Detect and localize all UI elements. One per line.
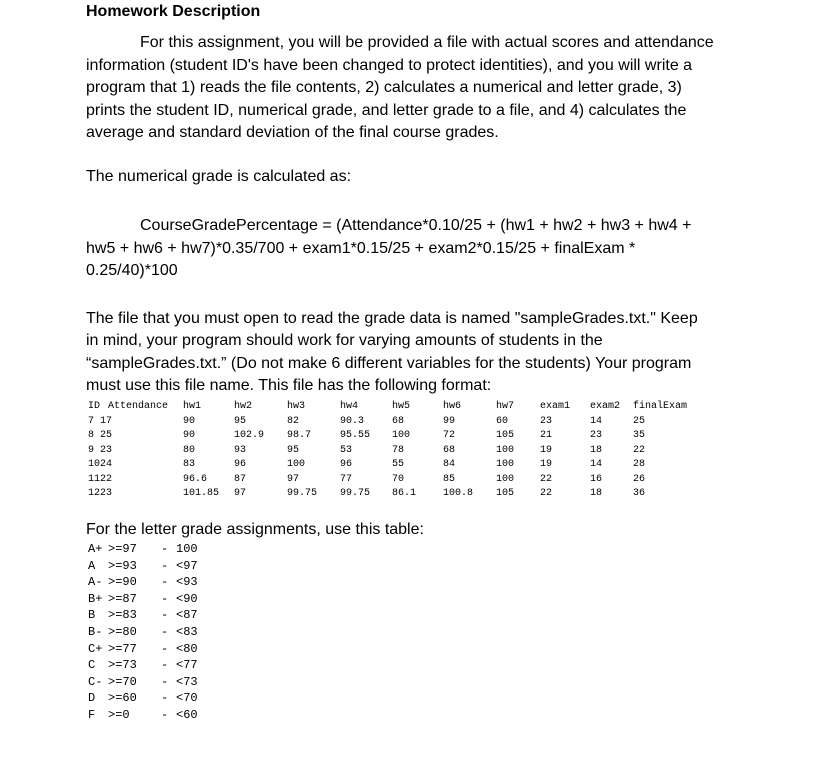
table-cell: 36 bbox=[633, 488, 646, 499]
table-cell: 22 bbox=[100, 473, 113, 485]
table-header-cell: hw3 bbox=[287, 401, 306, 412]
table-cell: 35 bbox=[633, 430, 646, 441]
table-cell: 96.6 bbox=[183, 473, 208, 485]
grade-dash: - bbox=[161, 558, 169, 573]
table-cell: 95.55 bbox=[340, 430, 371, 441]
table-cell: 98.7 bbox=[287, 430, 312, 441]
table-cell: 100.8 bbox=[443, 488, 474, 499]
text-line: The file that you must open to read the grade data is named "sampleGrades.txt." Keep bbox=[86, 309, 698, 327]
table-cell: 11 bbox=[88, 473, 101, 485]
grade-letter: B bbox=[88, 608, 96, 623]
table-cell: 8 bbox=[88, 430, 95, 441]
table-header-cell: exam1 bbox=[540, 401, 571, 412]
formula-paragraph bbox=[86, 215, 746, 283]
table-cell: 23 bbox=[540, 415, 553, 427]
table-cell: 95 bbox=[234, 415, 247, 427]
table-header-cell: hw4 bbox=[340, 401, 359, 412]
text-line: in mind, your program should work for varying amounts of students in the bbox=[86, 332, 603, 349]
table-cell: 53 bbox=[340, 444, 353, 456]
grade-lower-bound: >=93 bbox=[108, 558, 137, 573]
letter-intro: For the letter grade assignments, use this table: bbox=[86, 521, 424, 538]
table-cell: 18 bbox=[590, 444, 603, 456]
grade-letter: C bbox=[88, 658, 96, 673]
grade-letter: F bbox=[88, 707, 96, 722]
table-header-cell: hw1 bbox=[183, 401, 202, 412]
grade-upper-bound: <90 bbox=[176, 591, 198, 606]
table-header-cell: hw7 bbox=[496, 401, 515, 412]
grade-upper-bound: <87 bbox=[176, 608, 198, 623]
intro-paragraph bbox=[86, 32, 746, 145]
grade-upper-bound: <97 bbox=[176, 558, 198, 573]
table-cell: 7 bbox=[88, 415, 95, 427]
table-cell: 77 bbox=[340, 473, 353, 485]
grade-dash: - bbox=[161, 691, 169, 706]
table-cell: 14 bbox=[590, 459, 603, 470]
numerical-intro: The numerical grade is calculated as: bbox=[86, 167, 352, 185]
text-line: 0.25/40)*100 bbox=[86, 262, 178, 279]
table-cell: 84 bbox=[443, 459, 456, 470]
table-cell: 90 bbox=[183, 415, 196, 427]
table-header-cell: ID bbox=[88, 401, 101, 412]
text-line: information (student ID's have been changed to protect identities), and you will write a bbox=[86, 56, 693, 74]
grade-lower-bound: >=80 bbox=[108, 624, 137, 639]
table-cell: 25 bbox=[633, 415, 646, 427]
table-cell: 93 bbox=[234, 444, 247, 456]
grade-letter: A- bbox=[88, 575, 103, 590]
table-cell: 85 bbox=[443, 473, 456, 485]
grade-letter: A bbox=[88, 558, 96, 573]
grade-dash: - bbox=[161, 658, 169, 673]
table-cell: 19 bbox=[540, 444, 553, 456]
grade-upper-bound: <73 bbox=[176, 674, 198, 689]
table-cell: 22 bbox=[633, 444, 646, 456]
grade-dash: - bbox=[161, 707, 169, 722]
table-cell: 82 bbox=[287, 415, 300, 427]
grade-lower-bound: >=77 bbox=[108, 641, 137, 656]
grade-dash: - bbox=[161, 624, 169, 639]
table-cell: 14 bbox=[590, 415, 603, 427]
grade-lower-bound: >=70 bbox=[108, 674, 137, 689]
grade-lower-bound: >=87 bbox=[108, 591, 137, 606]
table-cell: 21 bbox=[540, 430, 553, 441]
grade-dash: - bbox=[161, 575, 169, 590]
table-header-cell: hw6 bbox=[443, 401, 462, 412]
table-cell: 99.75 bbox=[287, 488, 318, 499]
table-cell: 96 bbox=[340, 459, 353, 470]
table-cell: 86.1 bbox=[392, 488, 417, 499]
table-cell: 90.3 bbox=[340, 415, 365, 427]
text-line: “sampleGrades.txt.” (Do not make 6 different variables for the students) Your program bbox=[86, 354, 692, 372]
table-header-cell: finalExam bbox=[633, 401, 688, 412]
table-cell: 23 bbox=[100, 488, 113, 499]
table-header-cell: hw2 bbox=[234, 401, 253, 412]
file-paragraph bbox=[86, 308, 746, 398]
table-header-cell: Attendance bbox=[108, 401, 169, 412]
table-header-cell: exam2 bbox=[590, 401, 621, 412]
grade-lower-bound: >=0 bbox=[108, 707, 130, 722]
table-cell: 70 bbox=[392, 473, 405, 485]
grade-dash: - bbox=[161, 641, 169, 656]
table-cell: 24 bbox=[100, 459, 113, 470]
table-cell: 100 bbox=[496, 444, 515, 456]
grade-upper-bound: <77 bbox=[176, 658, 198, 673]
table-cell: 100 bbox=[496, 459, 515, 470]
document-body bbox=[86, 0, 746, 398]
grade-lower-bound: >=97 bbox=[108, 542, 137, 556]
table-cell: 10 bbox=[88, 459, 101, 470]
table-cell: 23 bbox=[100, 444, 113, 456]
table-cell: 17 bbox=[100, 415, 113, 427]
text-line: CourseGradePercentage = (Attendance*0.10/25 + (hw1 + hw2 + hw3 + hw4 + bbox=[140, 217, 692, 234]
table-cell: 96 bbox=[234, 459, 247, 470]
table-cell: 23 bbox=[590, 430, 603, 441]
grade-upper-bound: <60 bbox=[176, 707, 198, 722]
table-cell: 102.9 bbox=[234, 430, 265, 441]
table-cell: 83 bbox=[183, 459, 196, 470]
grade-upper-bound: 100 bbox=[176, 542, 198, 556]
table-cell: 9 bbox=[88, 444, 95, 456]
table-cell: 78 bbox=[392, 444, 405, 456]
table-cell: 90 bbox=[183, 430, 196, 441]
table-cell: 26 bbox=[633, 473, 646, 485]
table-cell: 99.75 bbox=[340, 488, 371, 499]
table-cell: 100 bbox=[287, 459, 306, 470]
table-cell: 55 bbox=[392, 459, 405, 470]
grade-letter: A+ bbox=[88, 542, 103, 556]
table-cell: 95 bbox=[287, 444, 300, 456]
grade-lower-bound: >=83 bbox=[108, 608, 137, 623]
grade-letter: C- bbox=[88, 674, 103, 689]
text-line: average and standard deviation of the final course grades. bbox=[86, 124, 499, 141]
text-line: program that 1) reads the file contents, 2) calculates a numerical and letter grade, 3) bbox=[86, 79, 682, 96]
table-cell: 105 bbox=[496, 430, 515, 441]
table-header-cell: hw5 bbox=[392, 401, 411, 412]
text-line: must use this file name. This file has the following format: bbox=[86, 377, 492, 394]
grade-upper-bound: <83 bbox=[176, 624, 198, 639]
grade-upper-bound: <93 bbox=[176, 575, 198, 590]
table-cell: 99 bbox=[443, 415, 456, 427]
table-cell: 105 bbox=[496, 488, 515, 499]
table-cell: 28 bbox=[633, 459, 646, 470]
table-cell: 100 bbox=[496, 473, 515, 485]
grade-letter: B- bbox=[88, 624, 103, 639]
table-cell: 80 bbox=[183, 444, 196, 456]
grade-letter: B+ bbox=[88, 591, 103, 606]
table-cell: 68 bbox=[443, 444, 456, 456]
table-cell: 101.85 bbox=[183, 488, 220, 499]
grade-lower-bound: >=60 bbox=[108, 691, 137, 706]
table-cell: 19 bbox=[540, 459, 553, 470]
table-cell: 25 bbox=[100, 430, 113, 441]
table-cell: 60 bbox=[496, 415, 509, 427]
table-cell: 22 bbox=[540, 473, 553, 485]
grade-dash: - bbox=[161, 542, 169, 556]
grade-upper-bound: <70 bbox=[176, 691, 198, 706]
grade-dash: - bbox=[161, 608, 169, 623]
grade-dash: - bbox=[161, 674, 169, 689]
table-cell: 18 bbox=[590, 488, 603, 499]
page-title: Homework Description bbox=[86, 3, 261, 20]
table-cell: 72 bbox=[443, 430, 456, 441]
table-cell: 16 bbox=[590, 473, 603, 485]
table-cell: 68 bbox=[392, 415, 405, 427]
grade-lower-bound: >=73 bbox=[108, 658, 137, 673]
grade-letter: D bbox=[88, 691, 96, 706]
text-line: hw5 + hw6 + hw7)*0.35/700 + exam1*0.15/25 + exam2*0.15/25 + finalExam * bbox=[86, 239, 636, 257]
table-cell: 12 bbox=[88, 488, 101, 499]
text-line: prints the student ID, numerical grade, and letter grade to a file, and 4) calculates the bbox=[86, 101, 687, 119]
grade-lower-bound: >=90 bbox=[108, 575, 137, 590]
table-cell: 22 bbox=[540, 488, 553, 499]
grade-letter: C+ bbox=[88, 641, 103, 656]
table-cell: 97 bbox=[287, 473, 300, 485]
table-cell: 97 bbox=[234, 488, 247, 499]
grade-dash: - bbox=[161, 591, 169, 606]
text-line: For this assignment, you will be provided a file with actual scores and attendance bbox=[140, 34, 714, 51]
table-cell: 87 bbox=[234, 473, 247, 485]
table-cell: 100 bbox=[392, 430, 411, 441]
grade-upper-bound: <80 bbox=[176, 641, 198, 656]
